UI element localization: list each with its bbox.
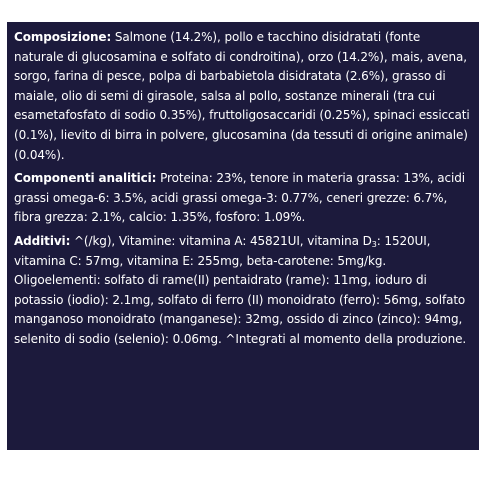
- additives-heading: Additivi:: [14, 233, 71, 248]
- analytical-components-heading: Componenti analitici:: [14, 171, 157, 186]
- additives-section: [14, 232, 473, 350]
- analytical-components-section: [14, 169, 473, 228]
- additives-text-part-2: : 1520UI, vitamina C: 57mg, vitamina E: 255mg, beta-carotene: 5mg/kg. Oligoelementi: solfato di rame(II) pentaidrato (rame): 11mg, ioduro di potassio (iodio): 2.1mg, solfato di ferro (II) monoidrato (ferro): 56mg, solfato manganoso monoidrato (manganese): 32mg, ossido di zinco (zinco): 94mg, selenito di sodio (selenio): 0.06mg. ^Integrati al momento della produzione.: [14, 233, 467, 346]
- vitamin-d-subscript: 3: [371, 239, 377, 249]
- composition-heading: Composizione:: [14, 30, 112, 44]
- composition-text: Salmone (14.2%), pollo e tacchino disidratati (fonte naturale di glucosamina e solfato di condroitina), orzo (14.2%), mais, avena, sorgo, farina di pesce, polpa di barbabietola disidratata (2.6%), grasso di maiale, olio di semi di girasole, salsa al pollo, sostanze minerali (tra cui esametafosfato di sodio 0.35%), fruttoligosaccaridi (0.25%), spinaci essiccati (0.1%), lievito di birra in polvere, glucosamina (da tessuti di origine animale) (0.04%).: [14, 30, 470, 162]
- analytical-components-text: Proteina: 23%, tenore in materia grassa: 13%, acidi grassi omega-6: 3.5%, acidi grassi omega-3: 0.77%, ceneri grezze: 6.7%, fibra grezza: 2.1%, calcio: 1.35%, fosforo: 1.09%.: [14, 171, 465, 225]
- composition-section: [14, 28, 473, 165]
- additives-text-part-1: ^(/kg), Vitamine: vitamina A: 45821UI, vitamina D: [70, 233, 372, 248]
- ingredients-label-panel: [7, 22, 479, 450]
